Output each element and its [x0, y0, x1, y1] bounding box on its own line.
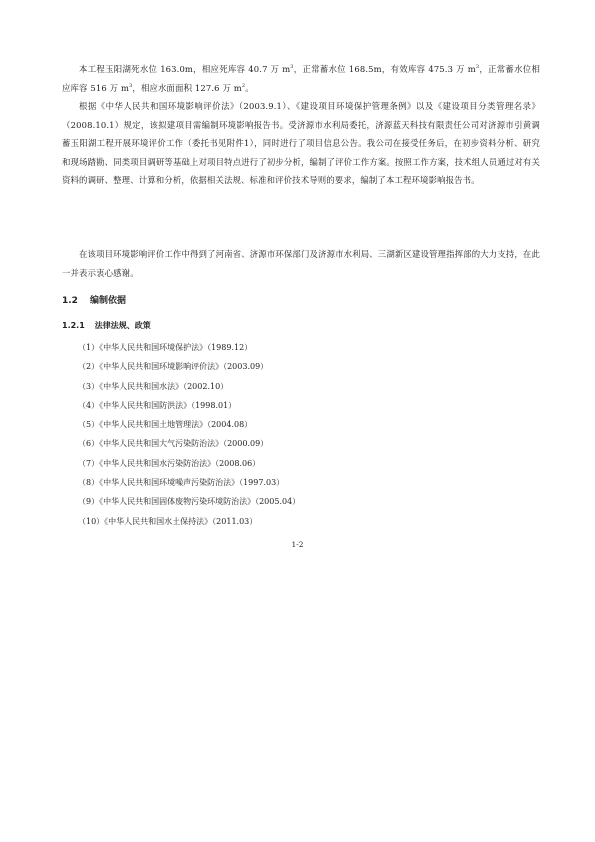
section-title: 编制依据	[89, 296, 126, 306]
list-item: （4）《中华人民共和国防洪法》（1998.01）	[78, 400, 237, 410]
subsection-heading	[62, 320, 151, 331]
section-number: 1.2	[62, 296, 78, 306]
list-item: （1）《中华人民共和国环境保护法》（1989.12）	[78, 343, 253, 352]
subsection-number: 1.2.1	[62, 321, 85, 330]
superscript: 3	[475, 64, 480, 71]
text-segment: 。	[245, 82, 254, 93]
text-segment: ，正常蓄水位相应库容 516 万 m	[62, 64, 540, 93]
list-item: （3）《中华人民共和国水法》（2002.10）	[78, 381, 229, 391]
list-item: （8）《中华人民共和国环境噪声污染防治法》（1997.03）	[78, 478, 285, 488]
page-number: 1-2	[291, 540, 304, 549]
list-item: （9）《中华人民共和国固体废物污染环境防治法》（2005.04）	[78, 497, 301, 507]
superscript: 3	[290, 64, 294, 71]
superscript: 2	[241, 82, 246, 89]
superscript: 3	[129, 82, 133, 89]
text-segment: ，相应水面面积 127.6 万 m	[132, 82, 242, 93]
list-item: （2）《中华人民共和国环境影响评价法》（2003.09）	[78, 362, 269, 372]
section-heading	[62, 293, 126, 306]
text-segment: ，正常蓄水位 168.5m，有效库容 475.3 万 m	[293, 64, 476, 74]
list-item: （5）《中华人民共和国土地管理法》（2004.08）	[78, 420, 253, 430]
acknowledgement-paragraph: 在该项目环境影响评价工作中得到了河南省、济源市环保部门及济源市水利局、三湖新区建设管理指挥部的大力支持，在此一并表示衷心感谢。	[62, 249, 540, 278]
subsection-title: 法律法规、政策	[94, 321, 151, 330]
legal-basis-paragraph: 根据《中华人民共和国环境影响评价法》（2003.9.1）、《建设项目环境保护管理条例》以及《建设项目分类管理名录》（2008.10.1）规定，该拟建项目需编制环境影响报告书。受济源市水利局委托，济源蓝天科技有限责任公司对济源市引黄调蓄玉阳湖工程开展环境评价工作（委托书见附件1），同时进行了项目信息公告。我公司在接受任务后，在初步资料分析、研究和现场踏勘、同类项目调研等基础上对项目特点进行了初步分析，编制了评价工作方案。按照工作方案，技术组人员通过对有关资料的调研、整理、计算和分析，依据相关法规、标准和评价技术导则的要求，编制了本工程环境影响报告书。	[62, 101, 540, 185]
list-item: （7）《中华人民共和国水污染防治法》（2008.06）	[78, 458, 261, 468]
reservoir-capacity-paragraph	[62, 60, 540, 97]
list-item: （6）《中华人民共和国大气污染防治法》（2000.09）	[78, 439, 269, 449]
list-item: （10）《中华人民共和国水土保持法》（2011.03）	[78, 516, 258, 526]
laws-list	[78, 338, 300, 531]
text-segment: 本工程玉阳湖死水位 163.0m，相应死库容 40.7 万 m	[79, 64, 291, 74]
